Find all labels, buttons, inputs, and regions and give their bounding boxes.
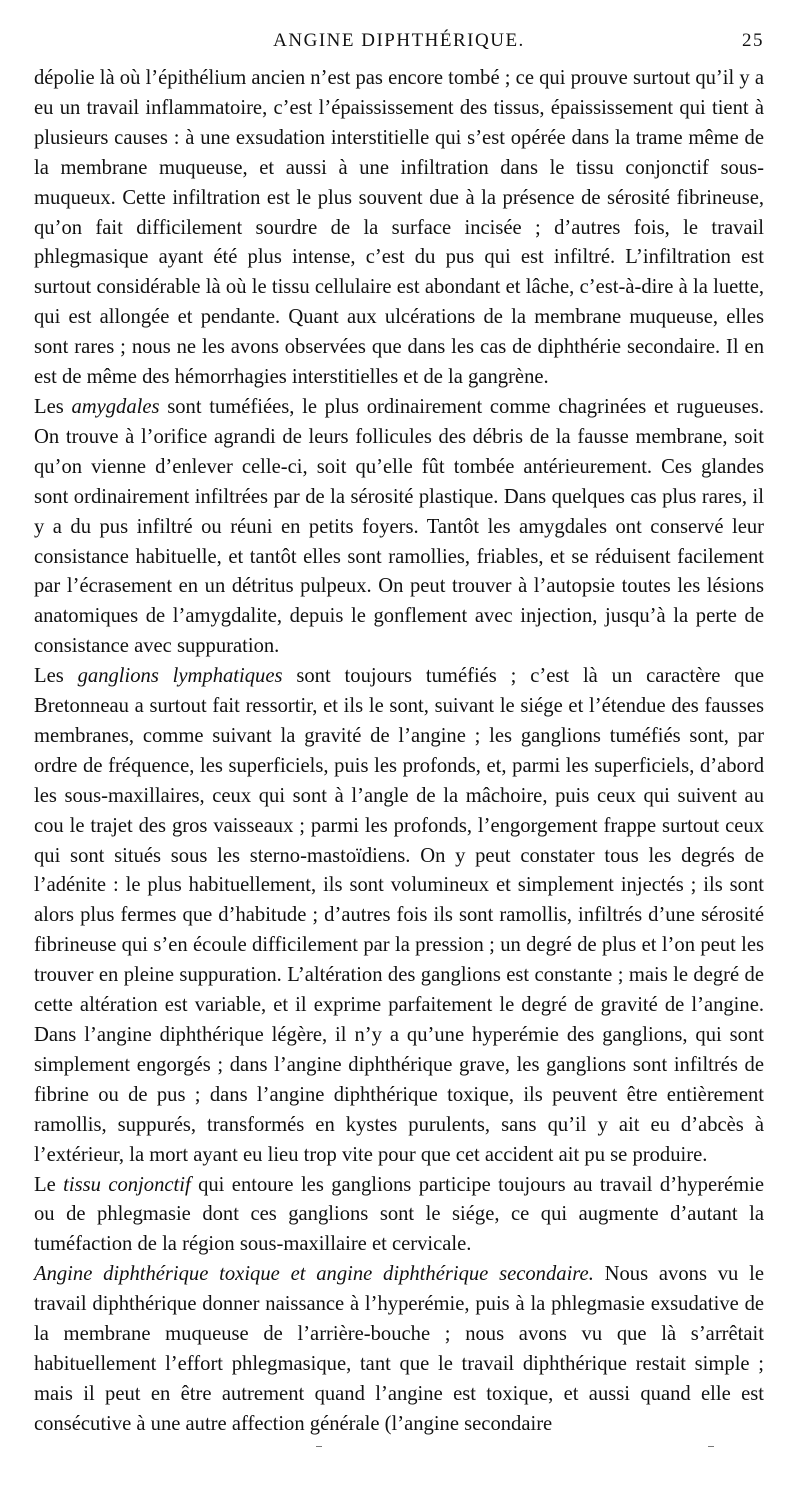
paragraph-text: dépolie là où l’épithélium ancien n’est pas encore tombé ; ce qui prouve surtout qu’il y a eu un travail inflammatoire, c’est l’épaississement des tissus, épaississement qui tient à plusieurs causes : à une exsudation interstitielle qui s’est opérée dans la trame même de la membrane muqueuse, et aussi à une infiltration dans le tissu conjonctif sous-muqueux. Cette infiltration est le plus souvent due à la présence de sérosité fibrineuse, qu’on fait difficilement sourdre de la surface incisée ; d’autres fois, le travail phlegmasique ayant été plus intense, c’est du pus qui est infiltré. L’infiltration est surtout considérable là où le tissu cellulaire est abondant et lâche, c’est-à-dire à la luette, qui est allongée et pendante. Quant aux ulcérations de la membrane muqueuse, elles sont rares ; nous ne les avons observées que dans les cas de diphthérie secondaire. Il en est de même des hémorrhagies interstitielles et de la gangrène. (34, 67, 764, 389)
paragraph-text: Les (34, 395, 72, 418)
running-header (34, 30, 764, 64)
paragraph-text: Le (34, 1173, 64, 1196)
paragraph-text: Nous avons vu le travail diphthérique donner naissance à l’hyperémie, puis à la phlegmasie exsudative de la membrane muqueuse de l’arrière-bouche ; nous avons vu que là s’arrêtait habituellement l’effort phlegmasique, tant que le travail diphthérique restait simple ; mais il peut en être autrement quand l’angine est toxique, et aussi quand elle est consécutive à une autre affection générale (l’angine secondaire (34, 1263, 764, 1435)
paragraph-text: qui entoure les ganglions participe toujours au travail d’hyperémie ou de phlegmasie dont ces ganglions sont le siége, ce qui augmente d’autant la tuméfaction de la région sous-maxillaire et cervicale. (34, 1173, 764, 1256)
section-heading-italic: Angine diphthérique toxique et angine diphthérique secondaire. (34, 1263, 594, 1286)
paragraph-angine-toxique (34, 1260, 764, 1439)
paragraph-text: sont tuméfiées, le plus ordinairement comme chagrinées et rugueuses. On trouve à l’orifice agrandi de leurs follicules des débris de la fausse membrane, soit qu’on vienne d’enlever celle-ci, soit qu’elle fût tombée antérieurement. Ces glandes sont ordinairement infiltrées par de la sérosité plastique. Dans quelques cas plus rares, il y a du pus infiltré ou réuni en petits foyers. Tantôt les amygdales ont conservé leur consistance habituelle, et tantôt elles sont ramollies, friables, et se réduisent facilement par l’écrasement en un détritus pulpeux. On peut trouver à l’autopsie toutes les lésions anatomiques de l’amygdalite, depuis le gonflement avec injection, jusqu’à la perte de consistance avec suppuration. (34, 395, 765, 658)
italic-term: tissu conjonctif (63, 1173, 191, 1196)
footer-dash (316, 1446, 322, 1447)
body-text (34, 64, 764, 1440)
paragraph-ganglions (34, 662, 764, 1170)
italic-term: amygdales (71, 395, 160, 418)
footer-marks (0, 1446, 800, 1456)
paragraph-text: Les (34, 665, 78, 688)
italic-term: ganglions lymphatiques (77, 665, 283, 688)
running-title: ANGINE DIPHTHÉRIQUE. (273, 30, 525, 51)
paragraph-amygdales (34, 393, 764, 662)
paragraph-text: sont toujours tuméfiés ; c’est là un caractère que Bretonneau a surtout fait ressortir, et ils le sont, suivant le siége et l’étendue des fausses membranes, comme suivant la gravité de l’angine ; les ganglions tuméfiés sont, par ordre de fréquence, les superficiels, puis les profonds, et, parmi les superficiels, d’abord les sous-maxillaires, ceux qui sont à l’angle de la mâchoire, puis ceux qui suivent au cou le trajet des gros vaisseaux ; parmi les profonds, l’engorgement frappe surtout ceux qui sont situés sous les sterno-mastoïdiens. On y peut constater tous les degrés de l’adénite : le plus habituellement, ils sont volumineux et simplement injectés ; ils sont alors plus fermes que d’habitude ; d’autres fois ils sont ramollis, infiltrés d’une sérosité fibrineuse qui s’en écoule difficilement par la pression ; un degré de plus et l’on peut les trouver en pleine suppuration. L’altération des ganglions est constante ; mais le degré de cette altération est variable, et il exprime parfaitement le degré de gravité de l’angine. Dans l’angine diphthérique légère, il n’y a qu’une hyperémie des ganglions, qui sont simplement engorgés ; dans l’angine diphthérique grave, les ganglions sont infiltrés de fibrine ou de pus ; dans l’angine diphthérique toxique, ils peuvent être entièrement ramollis, suppurés, transformés en kystes purulents, sans qu’il y ait eu d’abcès à l’extérieur, la mort ayant eu lieu trop vite pour que cet accident ait pu se produire. (34, 665, 764, 1166)
paragraph-tissu-conjonctif (34, 1171, 764, 1261)
page-number: 25 (742, 30, 764, 51)
footer-dash (708, 1446, 714, 1447)
paragraph-anatomy-mucosa (34, 64, 764, 393)
